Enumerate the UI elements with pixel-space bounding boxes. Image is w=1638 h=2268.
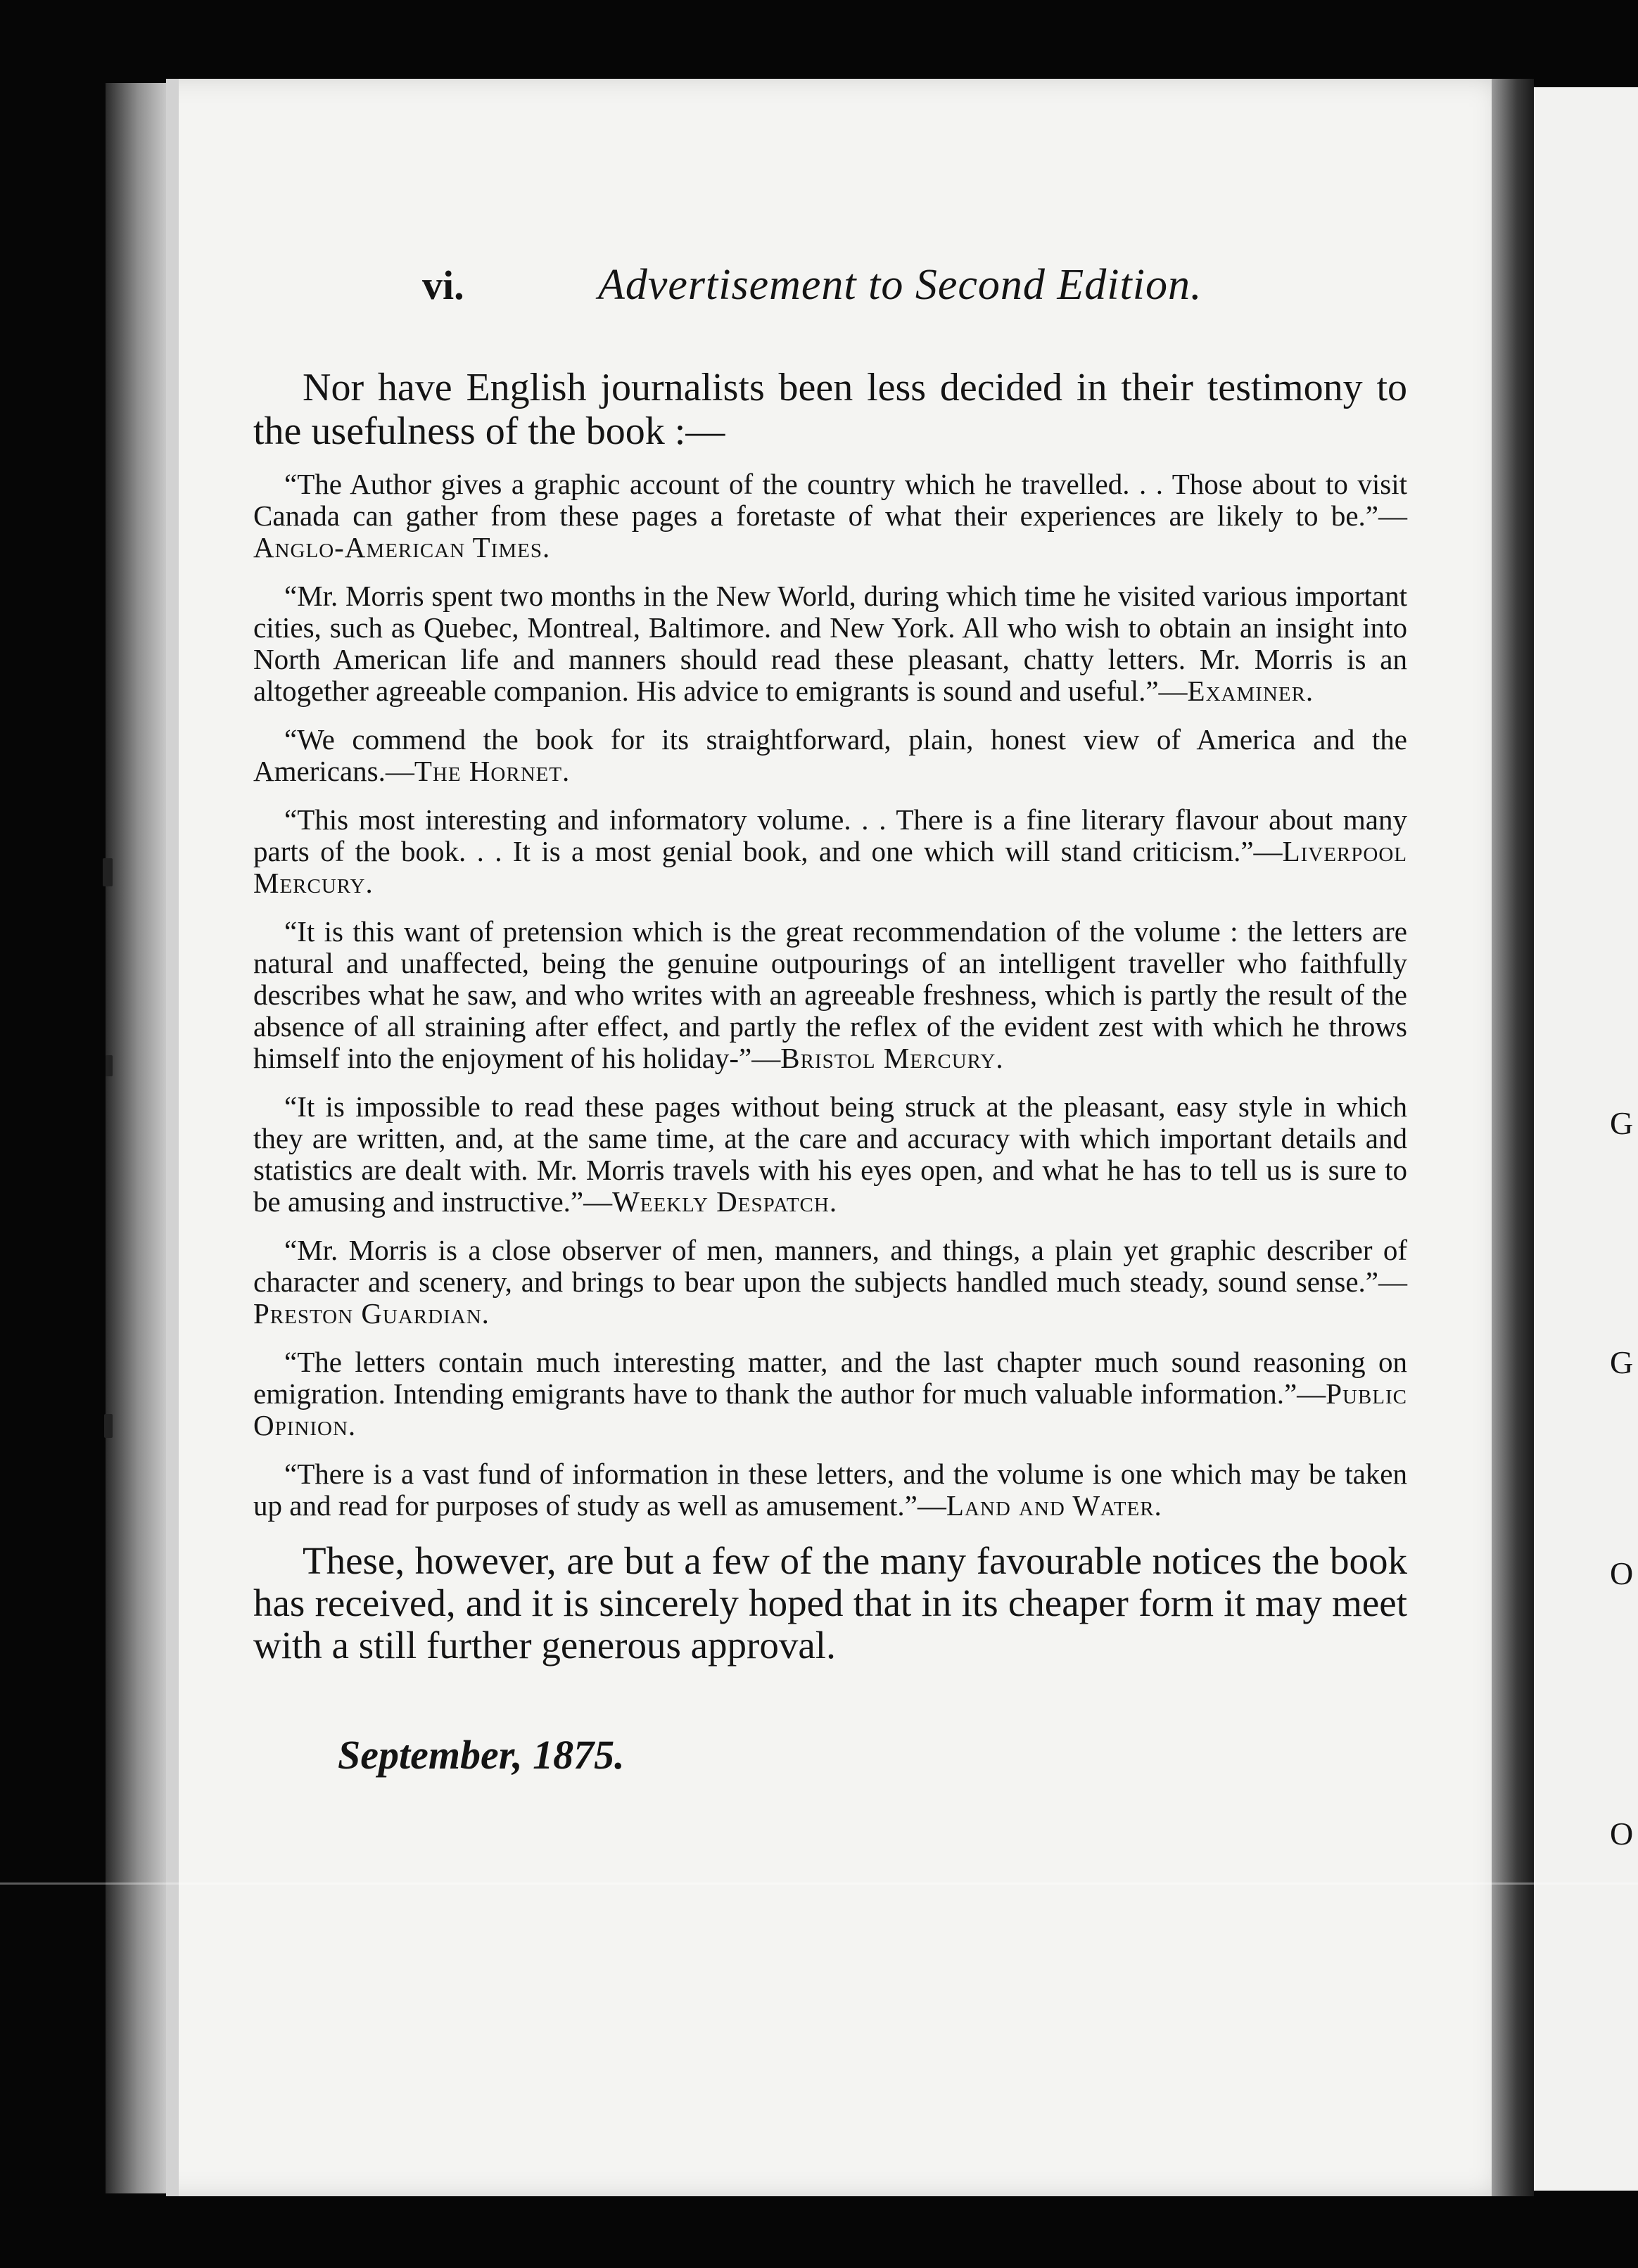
review-source: Bristol Mercury. bbox=[780, 1042, 1004, 1074]
review-quote bbox=[253, 724, 1407, 787]
page-number: vi. bbox=[422, 262, 464, 308]
review-text: “We commend the book for its straightforward, plain, honest view of America and the Americans.— bbox=[253, 723, 1407, 787]
page-header bbox=[422, 260, 1407, 338]
review-text: “There is a vast fund of information in these letters, and the volume is one which may be taken up and read for purposes of study as well as amusement.”— bbox=[253, 1458, 1407, 1522]
page-gutter bbox=[1492, 79, 1534, 2196]
review-quote bbox=[253, 916, 1407, 1074]
scan-artifact-line bbox=[0, 1882, 1638, 1885]
page-text bbox=[253, 260, 1407, 1778]
intro-paragraph: Nor have English journalists been less decided in their testimony to the usefulness of the book :— bbox=[253, 366, 1407, 453]
review-source: Examiner. bbox=[1187, 675, 1314, 707]
review-quote bbox=[253, 804, 1407, 899]
review-source: Anglo-American Times. bbox=[253, 531, 551, 563]
adjacent-page-fragment: O bbox=[1610, 1816, 1634, 1852]
review-quote bbox=[253, 469, 1407, 563]
review-text: “The letters contain much interesting matter, and the last chapter much sound reasoning on emigration. Intending emigrants have to thank the author for much valuable information.”— bbox=[253, 1346, 1407, 1410]
review-text: “Mr. Morris is a close observer of men, manners, and things, a plain yet graphic describer of character and scenery, and brings to bear upon the subjects handled much steady, sound sense.”— bbox=[253, 1234, 1407, 1298]
review-text: “This most interesting and informatory volume. . . There is a fine literary flavour about many parts of the book. . . It is a most genial book, and one which will stand criticism.”— bbox=[253, 803, 1407, 867]
running-title: Advertisement to Second Edition. bbox=[598, 261, 1202, 309]
review-quote bbox=[253, 1091, 1407, 1218]
review-text: “Mr. Morris spent two months in the New World, during which time he visited various important cities, such as Quebec, Montreal, Baltimore. and New York. All who wish to obtain an insight into North American life and manners should read these pleasant, chatty letters. Mr. Morris is an altogether agreeable companion. His advice to emigrants is sound and useful.”— bbox=[253, 580, 1407, 707]
review-quote bbox=[253, 1346, 1407, 1441]
review-source: Liverpool Mercury. bbox=[253, 835, 1407, 899]
review-quote bbox=[253, 1458, 1407, 1522]
closing-paragraph: These, however, are but a few of the many favourable notices the book has received, and it is sincerely hoped that in its cheaper form it may meet with a still further generous approval. bbox=[253, 1539, 1407, 1667]
review-text: “It is impossible to read these pages without being struck at the pleasant, easy style in which they are written, and, at the same time, at the care and accuracy with which important details and statistics are dealt with. Mr. Morris travels with his eyes open, and what he has to tell us is sure to be amusing and instructive.”— bbox=[253, 1090, 1407, 1218]
review-quote bbox=[253, 1235, 1407, 1330]
review-source: Public Opinion. bbox=[253, 1377, 1407, 1441]
adjacent-page bbox=[1534, 87, 1638, 2191]
adjacent-page-fragment: G bbox=[1610, 1344, 1634, 1380]
review-source: Preston Guardian. bbox=[253, 1297, 490, 1330]
review-text: “It is this want of pretension which is the great recommendation of the volume : the letters are natural and unaffected, being the genuine outpourings of an intelligent traveller who faithfully describes what he saw, and who writes with an agreeable freshness, which is partly the result of the absence of all straining after effect, and partly the reflex of the evident zest with which he throws himself into the enjoyment of his holiday-”— bbox=[253, 915, 1407, 1074]
adjacent-page-fragment: G bbox=[1610, 1105, 1634, 1141]
scan-speck bbox=[104, 1414, 113, 1438]
review-source: Weekly Despatch. bbox=[612, 1185, 838, 1218]
review-source: The Hornet. bbox=[414, 755, 571, 787]
review-source: Land and Water. bbox=[946, 1489, 1162, 1522]
review-quote bbox=[253, 580, 1407, 707]
scan-speck bbox=[103, 858, 113, 886]
review-text: “The Author gives a graphic account of the country which he travelled. . . Those about to visit Canada can gather from these pages a foretaste of what their experiences are likely to be.”— bbox=[253, 468, 1407, 532]
edition-date: September, 1875. bbox=[338, 1732, 625, 1778]
adjacent-page-fragment: O bbox=[1610, 1555, 1634, 1591]
scan-speck bbox=[106, 1055, 113, 1076]
